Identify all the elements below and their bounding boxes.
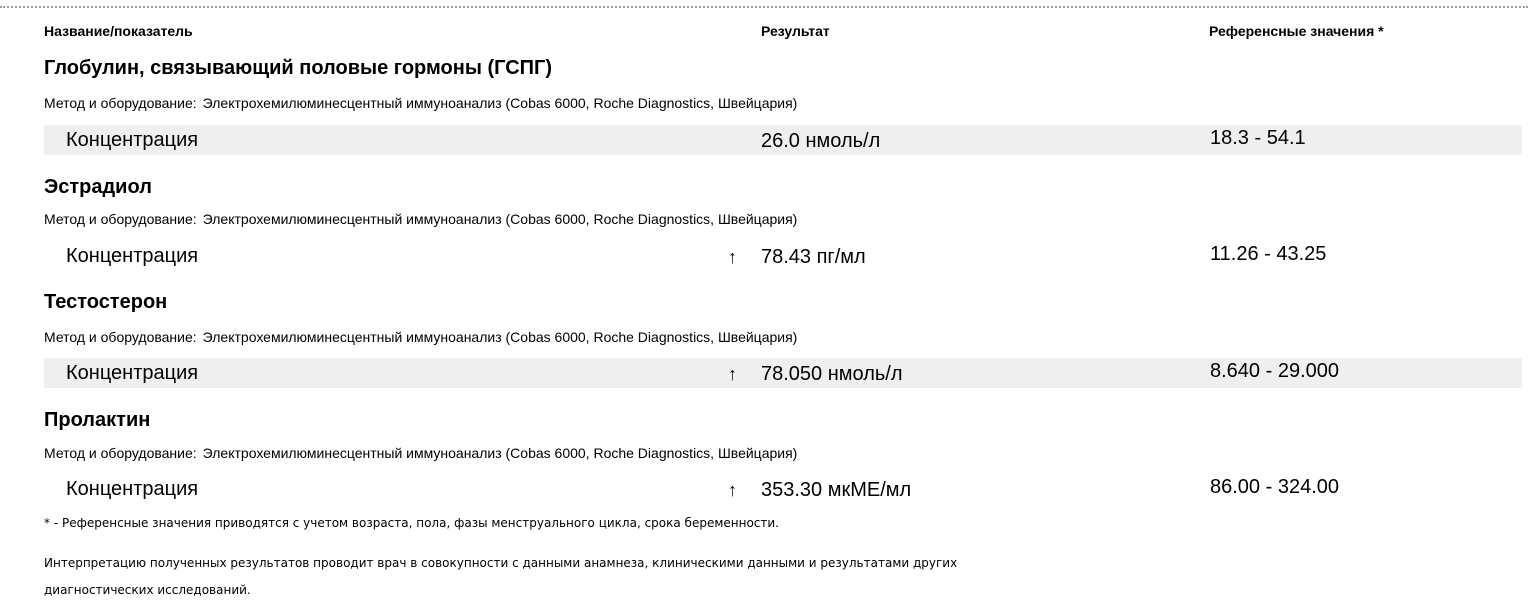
method-value: Электрохемилюминесцентный иммуноанализ (Cobas 6000, Roche Diagnostics, Швейцария) <box>202 211 798 227</box>
test-method-prolactin <box>44 445 797 461</box>
result-row-estradiol <box>44 241 1522 271</box>
flag-up-arrow-icon: ↑ <box>728 247 737 267</box>
column-header-result: Результат <box>761 23 830 39</box>
result-value: 78.050 нмоль/л <box>761 363 903 385</box>
param-name: Концентрация <box>66 245 199 267</box>
reference-range: 11.26 - 43.25 <box>1210 243 1327 265</box>
interpretation-note-line1: Интерпретацию полученных результатов проводит врач в совокупности с данными анамнеза, клиническими данными и результатами других <box>44 556 958 570</box>
result-value: 353.30 мкМЕ/мл <box>761 479 912 501</box>
result-row-shbg <box>44 125 1522 155</box>
param-name: Концентрация <box>66 478 199 500</box>
param-name: Концентрация <box>66 362 199 384</box>
test-title-shbg: Глобулин, связывающий половые гормоны (ГСПГ) <box>44 57 553 79</box>
result-value: 78.43 пг/мл <box>761 246 866 268</box>
flag-up-arrow-icon: ↑ <box>728 480 737 500</box>
method-value: Электрохемилюминесцентный иммуноанализ (Cobas 6000, Roche Diagnostics, Швейцария) <box>202 95 798 111</box>
test-title-prolactin: Пролактин <box>44 409 151 431</box>
method-value: Электрохемилюминесцентный иммуноанализ (Cobas 6000, Roche Diagnostics, Швейцария) <box>202 445 798 461</box>
test-method-shbg <box>44 95 797 111</box>
reference-footnote: * - Референсные значения приводятся с учетом возраста, пола, фазы менструального цикла, срока беременности. <box>44 516 779 530</box>
interpretation-note-line2: диагностических исследований. <box>44 583 251 597</box>
method-label: Метод и оборудование: <box>44 95 197 111</box>
result-row-prolactin <box>44 474 1522 504</box>
reference-range: 86.00 - 324.00 <box>1210 476 1339 498</box>
method-label: Метод и оборудование: <box>44 445 197 461</box>
test-title-testosterone: Тестостерон <box>44 291 168 313</box>
method-label: Метод и оборудование: <box>44 211 197 227</box>
result-row-testosterone <box>44 358 1522 388</box>
param-name: Концентрация <box>66 129 199 151</box>
column-header-reference: Референсные значения * <box>1209 23 1384 39</box>
reference-range: 8.640 - 29.000 <box>1210 360 1339 382</box>
reference-range: 18.3 - 54.1 <box>1210 127 1306 149</box>
test-method-testosterone <box>44 329 797 345</box>
flag-up-arrow-icon: ↑ <box>728 364 737 384</box>
method-value: Электрохемилюминесцентный иммуноанализ (Cobas 6000, Roche Diagnostics, Швейцария) <box>202 329 798 345</box>
column-header-name: Название/показатель <box>44 23 193 39</box>
result-value: 26.0 нмоль/л <box>761 130 881 152</box>
method-label: Метод и оборудование: <box>44 329 197 345</box>
test-method-estradiol <box>44 211 797 227</box>
test-title-estradiol: Эстрадиол <box>44 176 152 198</box>
top-dotted-divider <box>0 6 1528 8</box>
